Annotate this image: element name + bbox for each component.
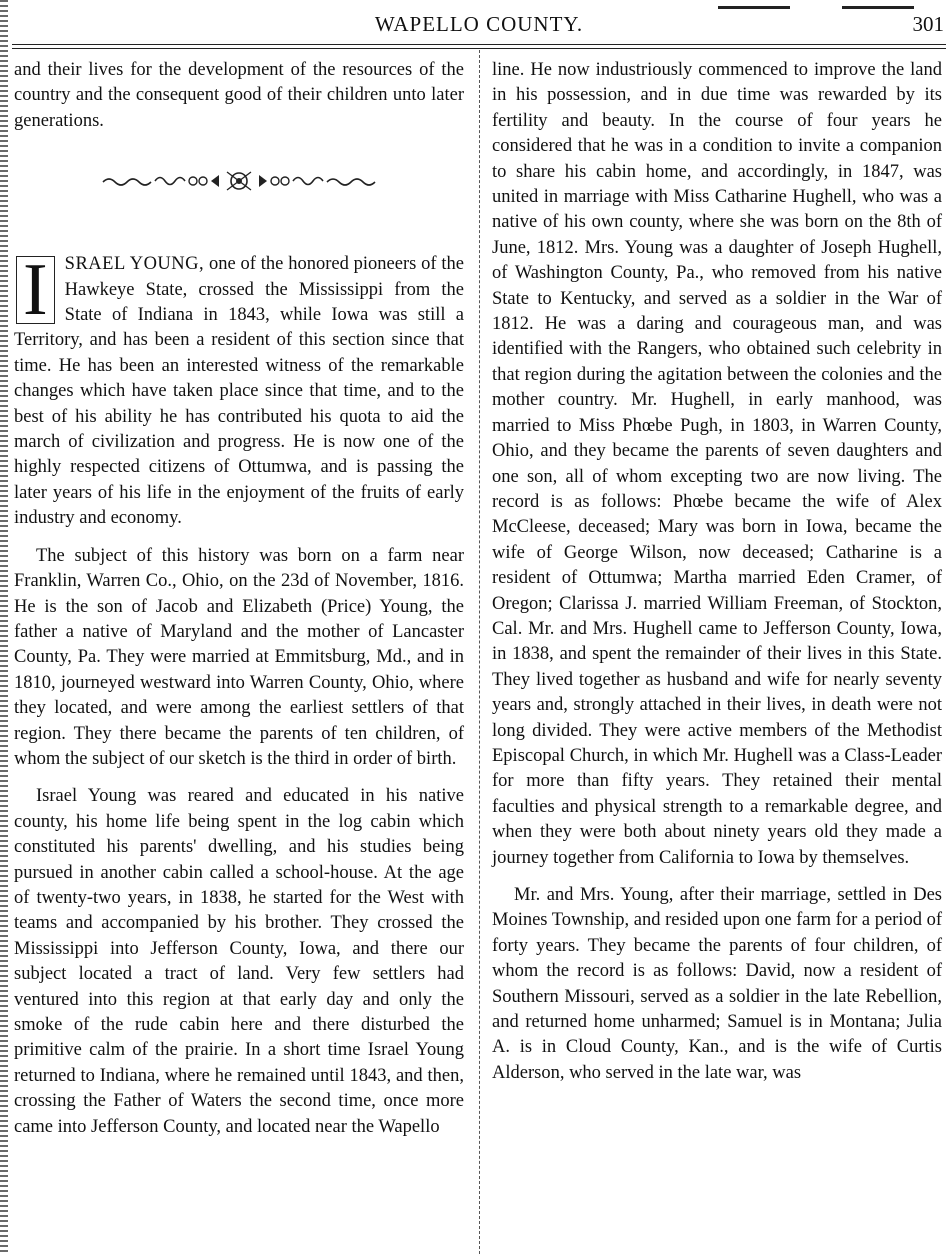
ornament-icon	[99, 168, 379, 194]
paragraph-text: one of the honored pioneers of the Hawkeye State, crossed the Mississippi from the State of Indiana in 1843, while Iowa was still a Territory, and has been a resident of this section since that time. He has been an interested witness of the remarkable changes which have taken place since that time, and to the best of his ability he has contributed his quota to aid the march of civilization and progress. He is now one of the highly respected citizens of Ottumwa, and is passing the later years of his life in the enjoyment of the fruits of early industry and economy.	[14, 254, 464, 529]
ornament-divider	[14, 152, 464, 210]
subject-name: SRAEL YOUNG,	[64, 254, 205, 275]
paragraph: and their lives for the development of the resources of the country and the consequent good of their children unto later generations.	[14, 60, 464, 131]
biography-intro	[14, 249, 464, 531]
page-header-title: WAPELLO COUNTY.	[374, 12, 584, 36]
running-header	[14, 6, 944, 40]
paragraph: Mr. and Mrs. Young, after their marriage, settled in Des Moines Township, and resided upon one farm for a period of forty years. They became the parents of four children, of whom the record is as follows: David, now a resident of Southern Missouri, served as a soldier in the late Rebellion, and returned home unharmed; Samuel is in Montana; Julia A. is in Cloud County, Kan., and is the wife of Curtis Alderson, who served in the late war, was	[492, 885, 942, 1083]
column-divider	[479, 50, 481, 1254]
header-rule	[12, 44, 946, 49]
paragraph: Israel Young was reared and educated in his native county, his home life being spent in the log cabin which constituted his parents' dwelling, and his studies being pursued in another cabin called a school-house. At the age of twenty-two years, in 1838, he started for the West with teams and accompanied by his brother. They crossed the Mississippi into Jefferson County, Iowa, and there our subject located a tract of land. Very few settlers had ventured into this region at that early day and only the smoke of the rude cabin here and there disturbed the primitive calm of the prairie. In a short time Israel Young returned to Indiana, where he remained until 1843, and then, crossing the Father of Waters the second time, once more came into Jefferson County, and located near the Wapello	[14, 786, 464, 1137]
left-column	[14, 58, 464, 1152]
paragraph: The subject of this history was born on a farm near Franklin, Warren Co., Ohio, on the 23d of November, 1816. He is the son of Jacob and Elizabeth (Price) Young, the father a native of Maryland and the mother of Lancaster County, Pa. They were married at Emmitsburg, Md., and in 1810, journeyed westward into Warren County, Ohio, where they located, and were among the earliest settlers of that region. They there became the parents of ten children, of whom the subject of our sketch is the third in order of birth.	[14, 545, 464, 769]
corner-mark	[718, 6, 790, 9]
paragraph: line. He now industriously commenced to improve the land in his possession, and in due time was rewarded by its fertility and beauty. In the course of four years he considered that he was in a condition to invite a companion to share his cabin home, and accordingly, in 1847, was united in marriage with Miss Catharine Hughell, who was a native of his own county, where she was born on the 8th of June, 1812. Mrs. Young was a daughter of Joseph Hughell, of Washington County, Pa., who removed from his native State to Kentucky, and served as a soldier in the War of 1812. He was a daring and courageous man, and was identified with the Rangers, who obtained such celebrity in that region during the agitation between the colonies and the mother country. Mr. Hughell, in early manhood, was married to Miss Phœbe Pugh, in 1803, in Warren County, Ohio, and they became the parents of seven daughters and one son, all of whom excepting two are now living. The record is as follows: Phœbe became the wife of Alex McCleese, deceased; Mary was born in Iowa, became the wife of George Wilson, now deceased; Catharine is a resident of Ottumwa; Martha married Eden Cramer, of Oregon; Clarissa J. married William Freeman, of Stockton, Cal. Mr. and Mrs. Hughell came to Jefferson County, Iowa, in 1838, and spent the remainder of their lives in this State. They lived together as husband and wife for nearly seventy years and, strongly attached in their lives, in death were not long divided. They were active members of the Methodist Episcopal Church, in which Mr. Hughell was a Class-Leader for more than fifty years. They retained their mental faculties and physical strength to a remarkable degree, and when they were both about ninety years old they made a journey together from California to Iowa by themselves.	[492, 60, 942, 868]
right-column	[492, 58, 942, 1098]
drop-cap: I	[16, 256, 55, 324]
page-number: 301	[912, 12, 944, 36]
corner-mark	[842, 6, 914, 9]
binding-edge	[0, 0, 8, 1254]
